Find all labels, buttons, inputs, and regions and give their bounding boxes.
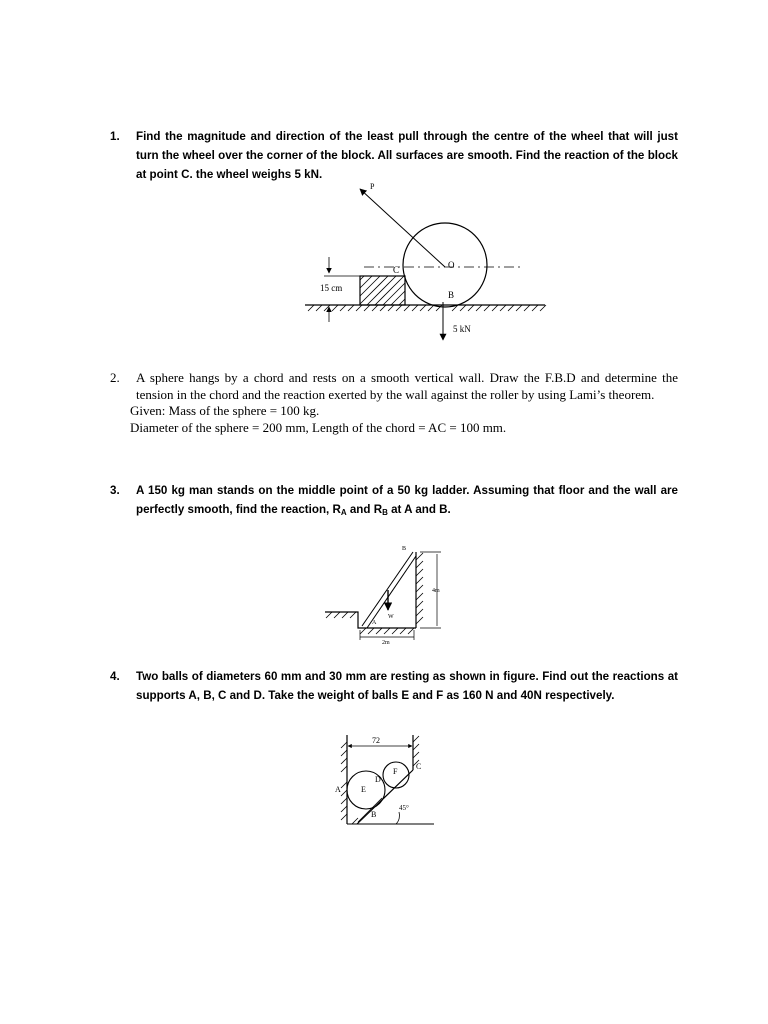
- subscript-a: A: [340, 508, 347, 517]
- ground-hatch: [308, 305, 546, 311]
- question-number: 3.: [110, 484, 120, 497]
- figure-ladder: [320, 540, 450, 652]
- block: [360, 276, 405, 305]
- label-d: D: [375, 775, 381, 784]
- label-height: 4m: [432, 588, 440, 594]
- text-part: and R: [346, 503, 383, 516]
- label-a: A: [372, 620, 377, 626]
- question-1: [110, 127, 678, 184]
- question-number: 1.: [110, 130, 120, 143]
- label-height: 15 cm: [320, 283, 343, 293]
- figure-wheel-block: [300, 180, 560, 340]
- label-width: 72: [372, 736, 380, 745]
- question-3: [110, 481, 678, 519]
- question-number: 4.: [110, 670, 120, 683]
- text-part: at A and B.: [387, 503, 451, 516]
- question-text: [136, 481, 678, 519]
- figure-two-balls: [330, 730, 440, 830]
- incline-hatch: [352, 798, 382, 824]
- block-hatch: [360, 276, 405, 305]
- label-a: A: [335, 785, 341, 794]
- given-line: Given: Mass of the sphere = 100 kg.: [130, 403, 320, 418]
- label-o: O: [448, 260, 455, 270]
- wheel: [403, 223, 487, 307]
- label-w: W: [388, 614, 394, 620]
- label-c: C: [416, 762, 422, 771]
- label-weight: 5 kN: [453, 324, 471, 334]
- label-e: E: [361, 785, 366, 794]
- diameter-line: Diameter of the sphere = 200 mm, Length of the chord = AC = 100 mm.: [130, 419, 507, 435]
- subscript-b: B: [382, 508, 388, 517]
- question-text: Find the magnitude and direction of the least pull through the centre of the wheel that will just turn the wheel over the corner of the block. All surfaces are smooth. Find the reaction of the block at point C. the wheel weighs 5 kN.: [136, 130, 678, 181]
- question-text: A sphere hangs by a chord and rests on a smooth vertical wall. Draw the F.B.D and determine the tension in the chord and the reaction exerted by the wall against the roller by using Lami’s theorem.: [136, 370, 678, 402]
- label-f: F: [393, 767, 398, 776]
- wall-hatch: [416, 553, 423, 624]
- angle-arc: [396, 812, 400, 824]
- left-wall-hatch: [341, 742, 347, 820]
- question-text: Two balls of diameters 60 mm and 30 mm are resting as shown in figure. Find out the reactions at supports A, B, C and D. Take the weight of balls E and F as 160 N and 40N respectively.: [136, 670, 678, 702]
- label-b: B: [402, 546, 407, 552]
- question-4: [110, 667, 678, 705]
- label-p: P: [370, 182, 375, 191]
- label-b: B: [371, 810, 377, 819]
- label-width: 2m: [382, 640, 390, 646]
- label-angle: 45°: [399, 804, 409, 812]
- incline: [357, 770, 413, 824]
- question-number: 2.: [110, 370, 120, 385]
- pull-arrow: [360, 189, 445, 267]
- label-c: C: [393, 265, 400, 275]
- label-b: B: [448, 290, 455, 300]
- text-part: A 150 kg man stands on the middle point of a 50 kg ladder. Assuming that floor and the wall are perfectly smooth, find the reaction, R: [136, 484, 678, 516]
- question-2: [110, 370, 678, 436]
